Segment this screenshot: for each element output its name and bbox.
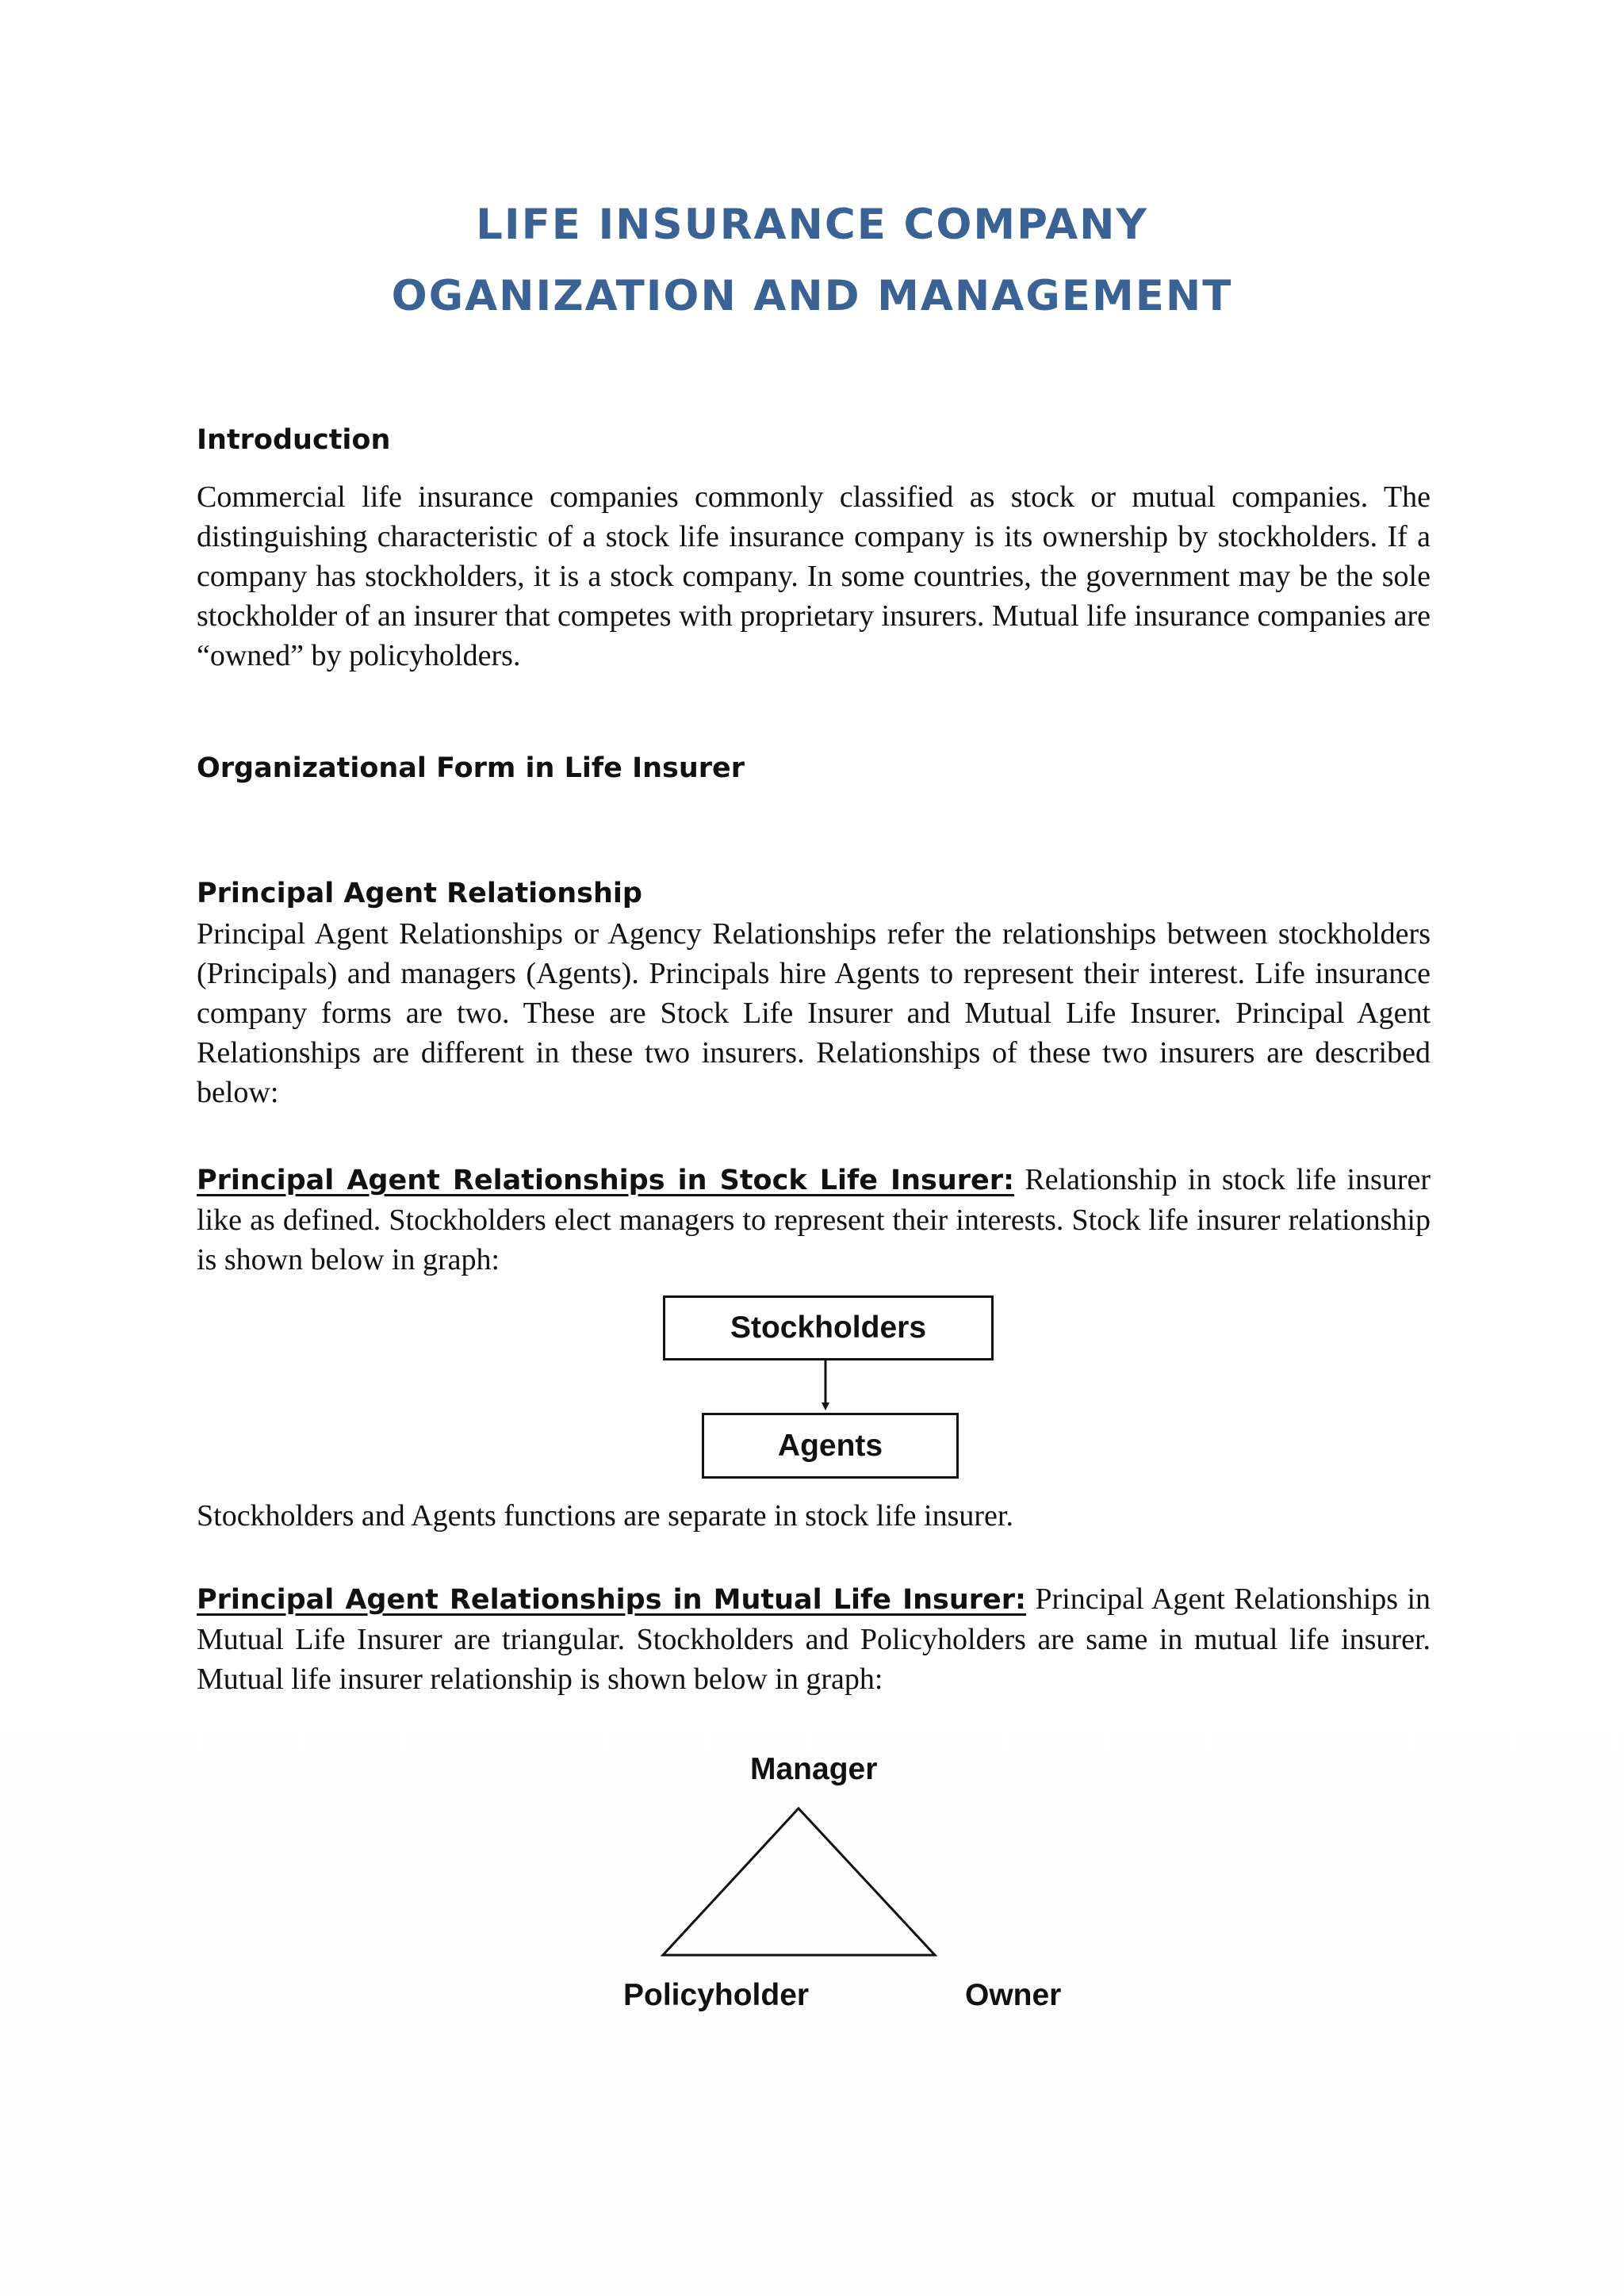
document-title-line-1: LIFE INSURANCE COMPANY [476,201,1148,249]
mutual-insurer-text: Principal Agent Relationships in Mutual Life Insurer are triangular. Stockholders and Policyholders are same in mutual life insurer. Mutual life insurer relationship is shown below in graph: [197,1582,1431,1696]
organizational-form-heading: Organizational Form in Life Insurer [197,752,745,784]
principal-agent-heading: Principal Agent Relationship [197,878,642,909]
stockholders-box: Stockholders [663,1295,994,1360]
principal-agent-paragraph: Principal Agent Relationships or Agency Relationships refer the relationships between stockholders (Principals) and managers (Agents). Principals hire Agents to represent their interest. Life insurance company forms are two. These are Stock Life Insurer and Mutual Life Insurer. Principal Agent Relationships are different in these two insurers. Relationships of these two insurers are described below: [197,917,1431,1109]
policyholder-label: Policyholder [623,1978,810,2012]
stock-insurer-text: Relationship in stock life insurer like as defined. Stockholders elect managers to represent their interests. Stock life insurer relationship is shown below in graph: [197,1163,1431,1276]
stock-insurer-after-text: Stockholders and Agents functions are separate in stock life insurer. [197,1499,1013,1533]
mutual-relationship-triangle [663,1808,935,1955]
introduction-paragraph: Commercial life insurance companies commonly classified as stock or mutual companies. The distinguishing characteristic of a stock life insurance company is its ownership by stockholders. If a company has stockholders, it is a stock company. In some countries, the government may be the sole stockholder of an insurer that competes with proprietary insurers. Mutual life insurance companies are “owned” by policyholders. [197,480,1431,672]
owner-label: Owner [965,1978,1062,2012]
introduction-heading: Introduction [197,424,391,456]
agents-box: Agents [702,1413,959,1479]
stock-insurer-heading: Principal Agent Relationships in Stock Life Insurer: [197,1165,1014,1196]
mutual-insurer-heading: Principal Agent Relationships in Mutual Life Insurer: [197,1584,1027,1616]
document-title-line-2: OGANIZATION AND MANAGEMENT [391,272,1233,320]
stock-insurer-paragraph [197,1160,1431,1280]
manager-label: Manager [750,1752,878,1786]
mutual-insurer-paragraph [197,1579,1431,1699]
